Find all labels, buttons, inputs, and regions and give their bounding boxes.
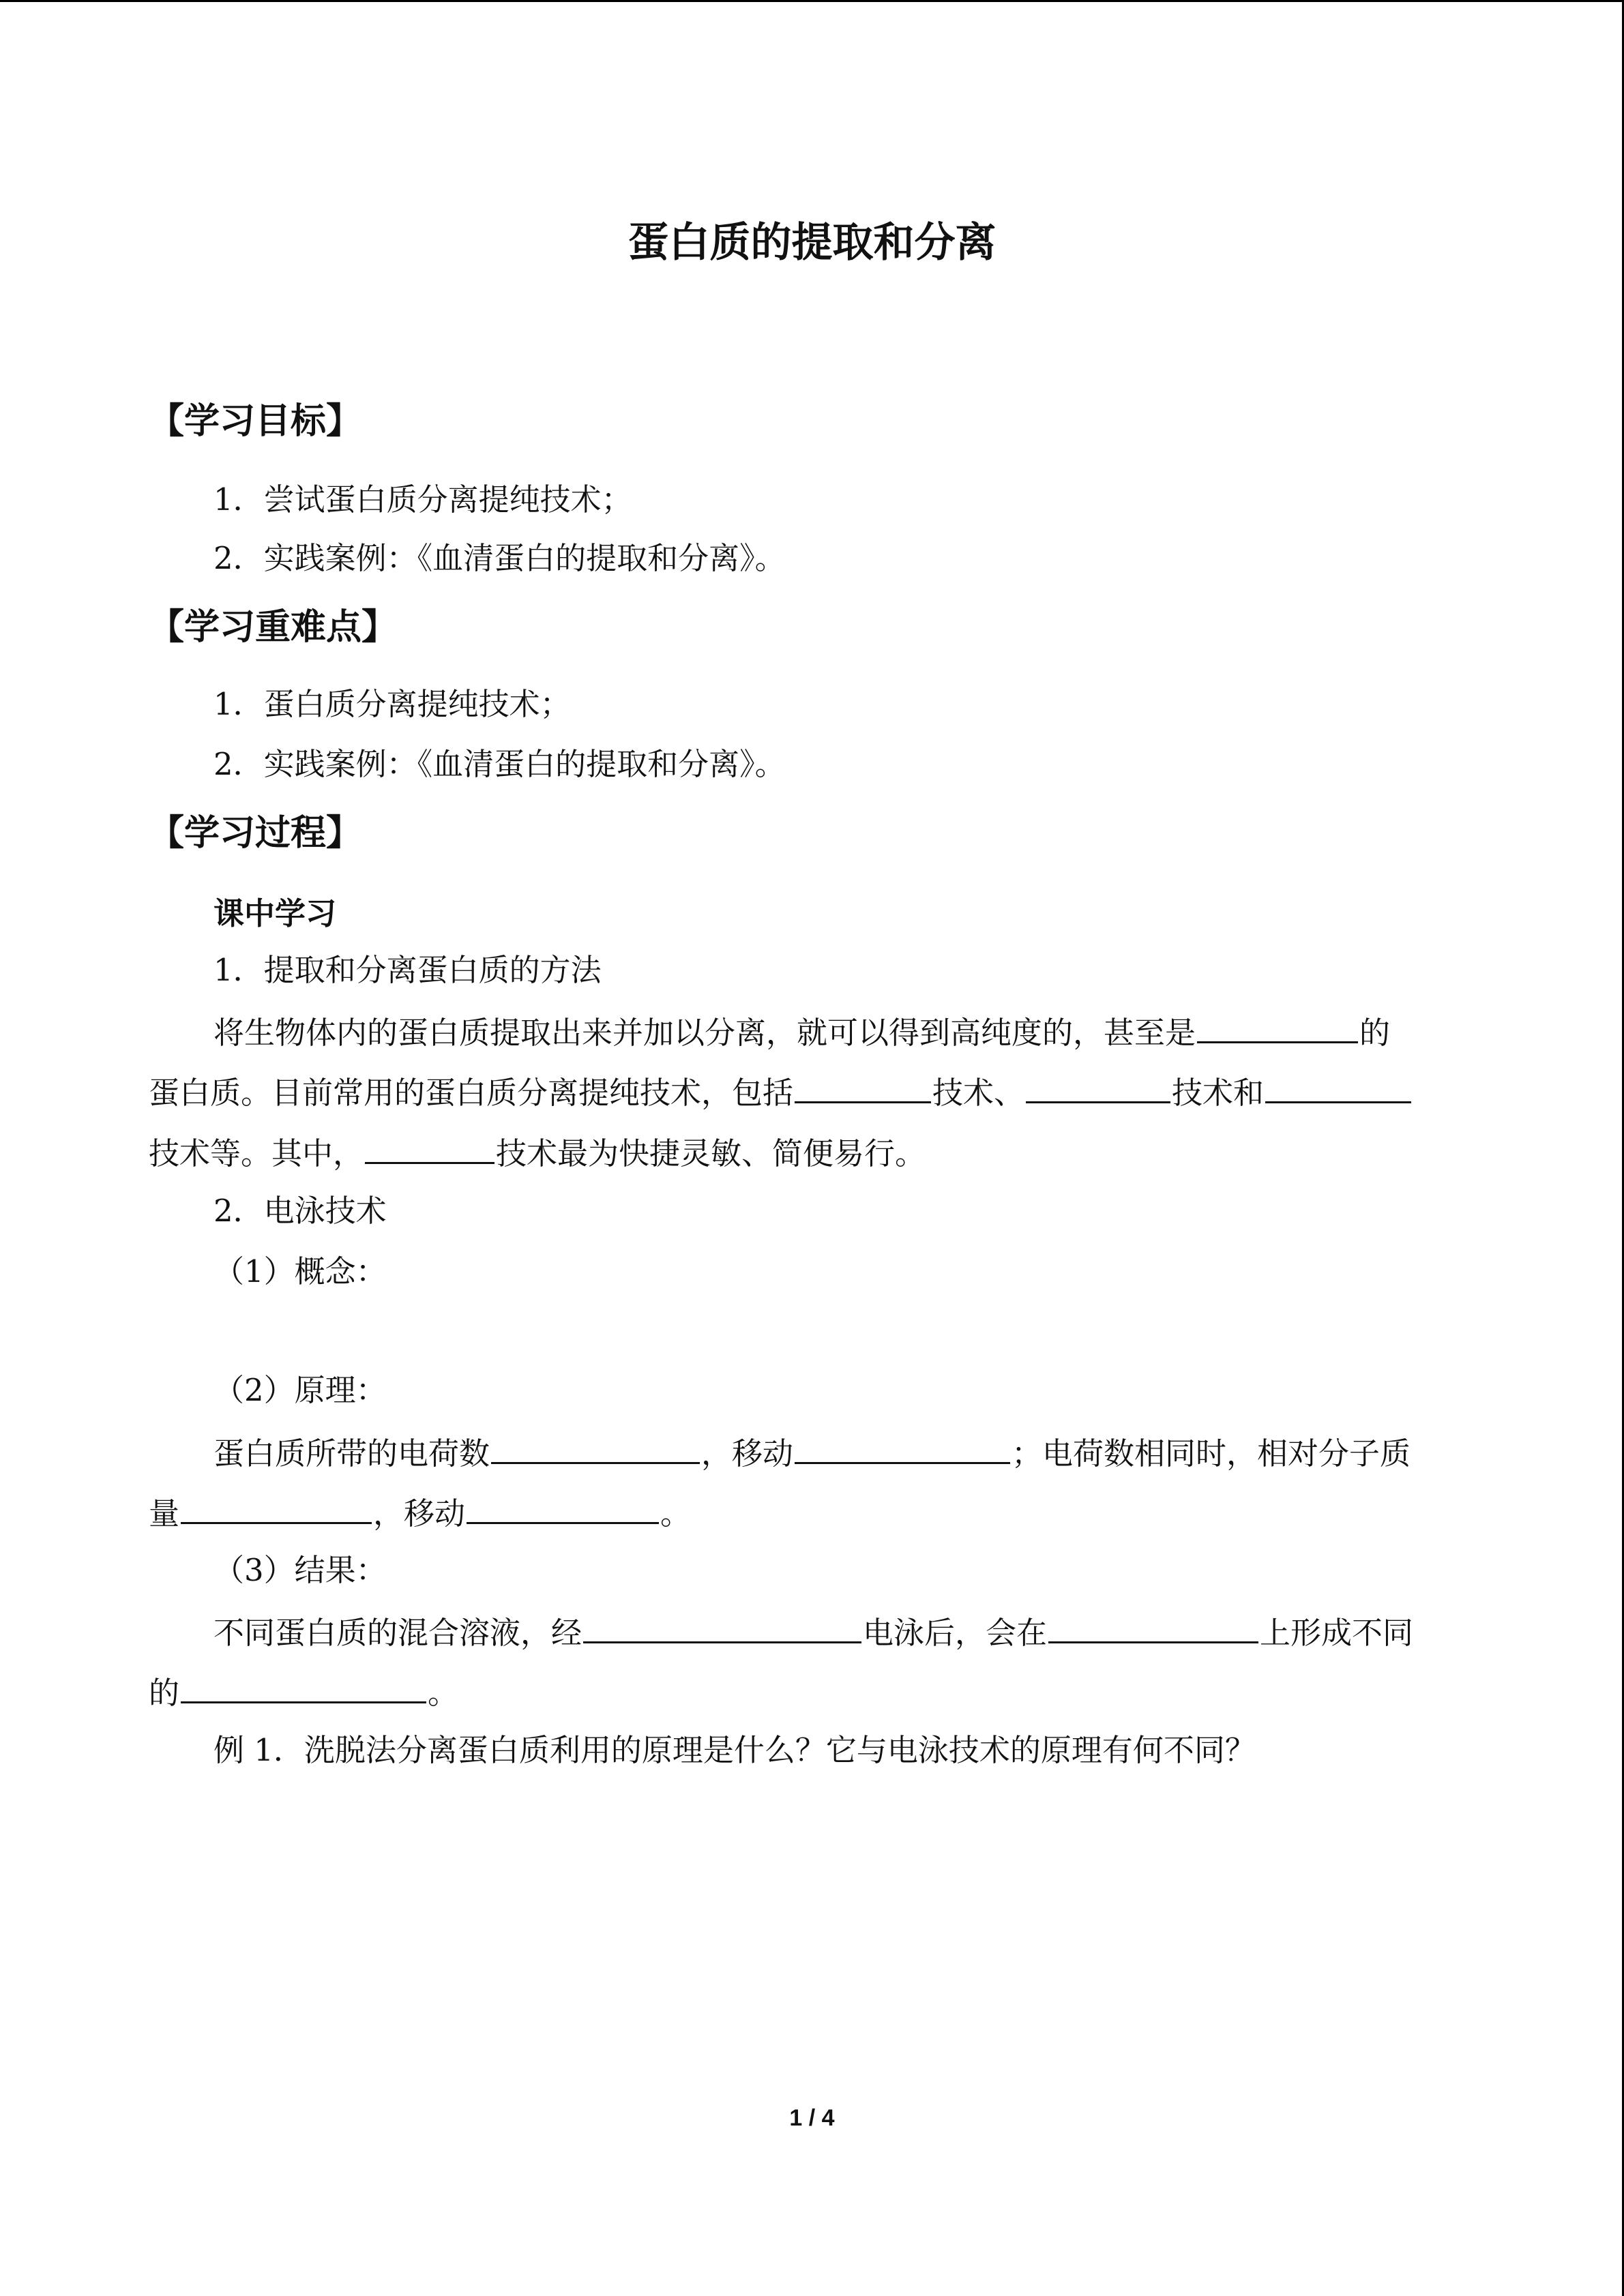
text-fragment: ，移动 [373,1495,466,1532]
text-fragment: 技术等。其中， [149,1135,364,1172]
subheading-in-class: 课中学习 [213,895,337,931]
paragraph-methods-line-3 [149,1131,926,1174]
text-fragment: 。 [660,1495,692,1532]
text-fragment: 技术和 [1172,1075,1265,1111]
fill-blank[interactable] [583,1610,861,1643]
paragraph-result-line-2 [149,1670,458,1714]
fill-blank[interactable] [467,1491,659,1524]
text-fragment: 电泳后，会在 [863,1615,1048,1651]
text-fragment: 将生物体内的蛋白质提取出来并加以分离，就可以得到高纯度的，甚至是 [213,1015,1196,1051]
fill-blank[interactable] [1197,1010,1358,1043]
fill-blank[interactable] [795,1070,931,1103]
heading-key-points: 【学习重难点】 [149,607,398,648]
text-fragment: 上形成不同 [1260,1615,1414,1651]
text-fragment: ，移动 [701,1435,794,1472]
example-question-1: 例 1．洗脱法分离蛋白质利用的原理是什么？它与电泳技术的原理有何不同？ [213,1732,1256,1768]
text-fragment: 的 [1359,1015,1391,1051]
paragraph-methods-line-2 [149,1070,1413,1114]
page-number: 1 / 4 [789,2105,835,2131]
fill-blank[interactable] [795,1431,1010,1464]
fill-blank[interactable] [1026,1070,1170,1103]
fill-blank[interactable] [1048,1610,1258,1643]
concept-label: （1）概念： [213,1253,387,1289]
heading-process: 【学习过程】 [149,813,362,854]
paragraph-principle-line-1 [213,1431,1411,1474]
process-item-1-title: 1．提取和分离蛋白质的方法 [213,952,602,988]
text-fragment: 不同蛋白质的混合溶液，经 [213,1615,582,1651]
text-fragment: 技术、 [932,1075,1025,1111]
text-fragment: 蛋白质所带的电荷数 [213,1435,490,1472]
key-point-item-1: 1．蛋白质分离提纯技术； [213,686,571,722]
principle-label: （2）原理： [213,1372,387,1408]
key-point-item-2: 2．实践案例：《血清蛋白的提取和分离》。 [213,746,786,782]
objective-item-2: 2．实践案例：《血清蛋白的提取和分离》。 [213,540,786,576]
document-title: 蛋白质的提取和分离 [628,219,996,267]
fill-blank[interactable] [181,1670,426,1703]
text-fragment: 蛋白质。目前常用的蛋白质分离提纯技术，包括 [149,1075,794,1111]
paragraph-principle-line-2 [149,1491,691,1534]
objective-item-1: 1．尝试蛋白质分离提纯技术； [213,481,632,518]
fill-blank[interactable] [181,1491,372,1524]
result-label: （3）结果： [213,1552,387,1588]
fill-blank[interactable] [1265,1070,1411,1103]
paragraph-result-line-1 [213,1610,1413,1654]
text-fragment: ；电荷数相同时，相对分子质 [1012,1435,1411,1472]
text-fragment: 技术最为快捷灵敏、简便易行。 [496,1135,926,1172]
paragraph-methods-line-1 [213,1010,1390,1054]
process-item-2-title: 2．电泳技术 [213,1193,387,1229]
heading-objectives: 【学习目标】 [149,401,362,442]
fill-blank[interactable] [491,1431,700,1464]
text-fragment: 的 [149,1675,180,1711]
text-fragment: 量 [149,1495,180,1532]
text-fragment: 。 [428,1675,459,1711]
fill-blank[interactable] [365,1131,494,1164]
